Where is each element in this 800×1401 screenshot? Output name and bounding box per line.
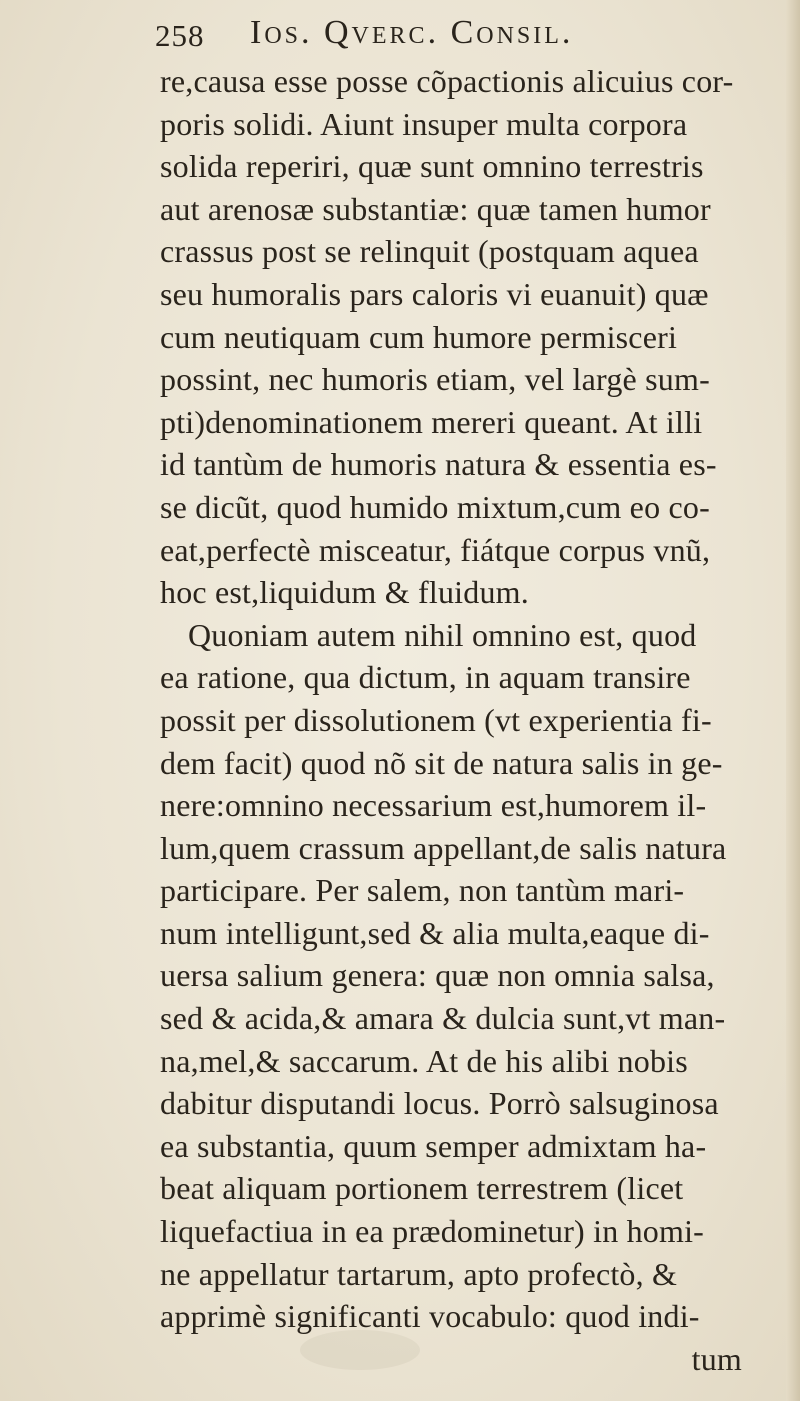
- text-line: liquefactiua in ea prædominetur) in homi-: [160, 1213, 705, 1250]
- text-line: nere:omnino necessarium est,humorem il-: [160, 787, 707, 824]
- text-line: possit per dissolutionem (vt experientia fi-: [160, 701, 712, 738]
- text-line: re,causa esse posse cõpactionis alicuius cor-: [160, 63, 734, 99]
- text-line: pti)denominationem mereri queant. At illi: [160, 403, 703, 440]
- text-line: ea substantia, quum semper admixtam ha-: [160, 1127, 707, 1164]
- text-line: seu humoralis pars caloris vi euanuit) quæ: [160, 275, 709, 312]
- text-line: uersa salium genera: quæ non omnia salsa,: [160, 957, 715, 994]
- text-line: id tantùm de humoris natura & essentia es-: [160, 446, 717, 483]
- text-line: possint, nec humoris etiam, vel largè sum-: [160, 361, 710, 398]
- text-line: eat,perfectè misceatur, fiátque corpus vnũ,: [160, 531, 711, 568]
- text-line: lum,quem crassum appellant,de salis natura: [160, 829, 727, 866]
- text-line: hoc est,liquidum & fluidum.: [160, 574, 529, 611]
- text-line: cum neutiquam cum humore permisceri: [160, 318, 678, 355]
- body-text: [160, 60, 780, 1380]
- text-line: na,mel,& saccarum. At de his alibi nobis: [160, 1042, 688, 1079]
- text-line: dem facit) quod nõ sit de natura salis in ge-: [160, 744, 723, 781]
- catchword: tum: [691, 1340, 742, 1377]
- text-line: dabitur disputandi locus. Porrò salsuginosa: [160, 1085, 719, 1122]
- text-line: beat aliquam portionem terrestrem (licet: [160, 1170, 684, 1207]
- text-line: poris solidi. Aiunt insuper multa corpora: [160, 105, 688, 142]
- text-line: aut arenosæ substantiæ: quæ tamen humor: [160, 190, 711, 227]
- text-line: crassus post se relinquit (postquam aquea: [160, 233, 699, 270]
- page-number: 258: [155, 18, 205, 53]
- paragraph-start-line: Quoniam autem nihil omnino est, quod: [188, 616, 697, 653]
- page-header: [155, 14, 775, 62]
- text-line: apprimè significanti vocabulo: quod indi-: [160, 1298, 700, 1335]
- text-line: participare. Per salem, non tantùm mari-: [160, 872, 685, 909]
- text-line: sed & acida,& amara & dulcia sunt,vt man-: [160, 1000, 726, 1037]
- text-line: se dicũt, quod humido mixtum,cum eo co-: [160, 488, 710, 525]
- running-title: Ios. Qverc. Consil.: [250, 14, 574, 51]
- text-line: ea ratione, qua dictum, in aquam transire: [160, 659, 691, 696]
- text-line: solida reperiri, quæ sunt omnino terrestris: [160, 148, 704, 185]
- page-edge: [786, 0, 800, 1401]
- text-line: num intelligunt,sed & alia multa,eaque di-: [160, 914, 710, 951]
- text-line: ne appellatur tartarum, apto profectò, &: [160, 1255, 678, 1292]
